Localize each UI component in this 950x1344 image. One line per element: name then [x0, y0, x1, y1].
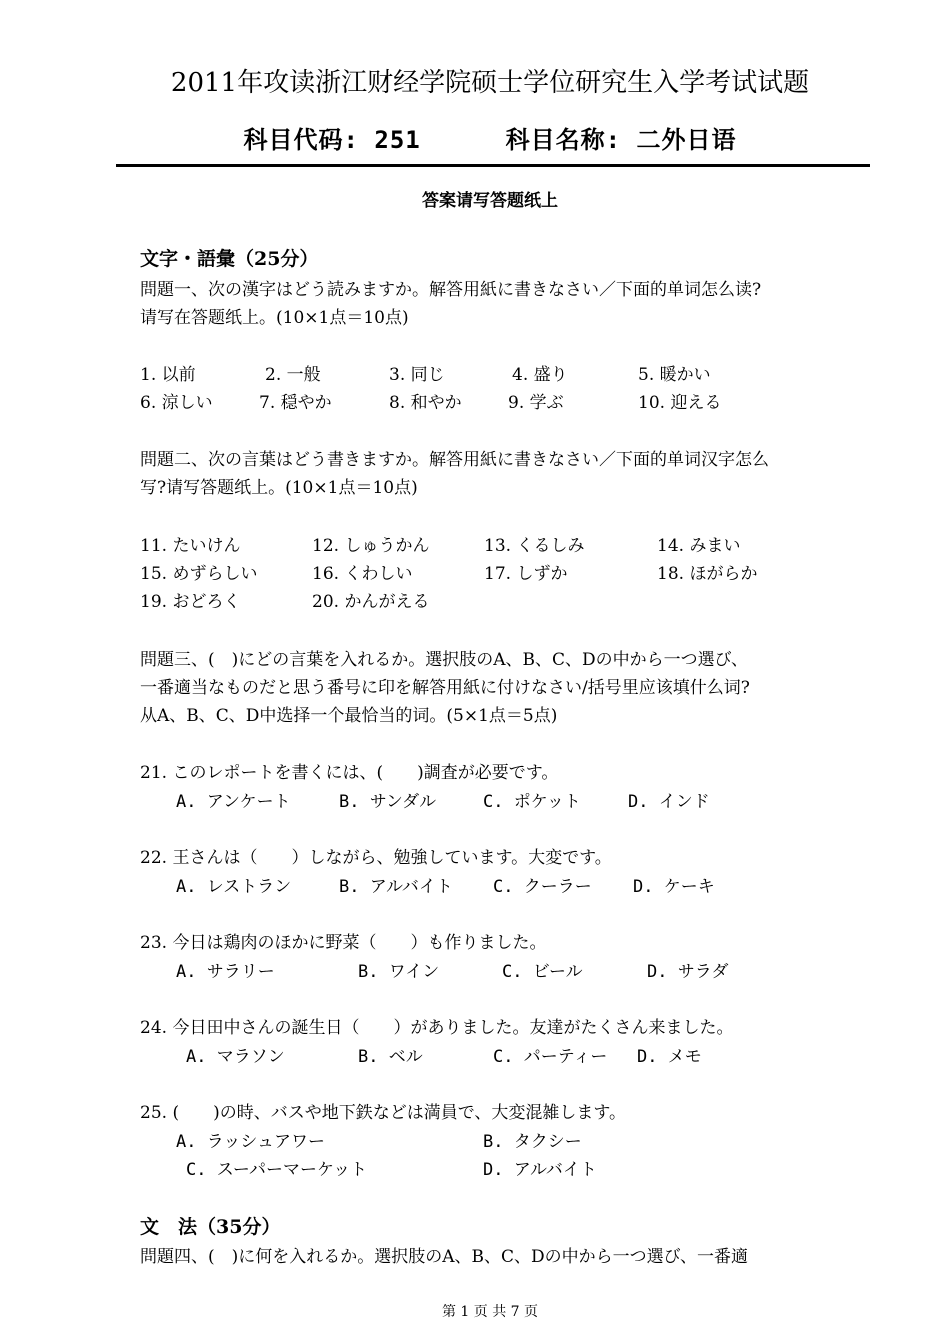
option-d: D. アルバイト	[483, 1160, 597, 1180]
option-c: C. クーラー	[493, 877, 592, 897]
option-c: C. ポケット	[483, 792, 581, 812]
list-item: 10. 迎える	[638, 393, 722, 413]
list-item: 1. 以前	[140, 365, 196, 385]
q1-instruction-line2: 请写在答题纸上。(10×1点＝10点)	[140, 308, 409, 328]
option-d: D. サラダ	[647, 962, 729, 982]
option-d: D. メモ	[637, 1047, 702, 1067]
option-b: B. ベル	[358, 1047, 423, 1067]
list-item: 13. くるしみ	[484, 536, 585, 556]
list-item: 8. 和やか	[389, 393, 462, 413]
section-heading-vocab: 文字・語彙（25分）	[140, 248, 319, 270]
option-d: D. ケーキ	[633, 877, 715, 897]
question-text: 24. 今日田中さんの誕生日（ ）がありました。友達がたくさん来ました。	[140, 1018, 734, 1038]
exam-title: 2011年攻读浙江财经学院硕士学位研究生入学考试试题	[170, 68, 810, 98]
option-a: A. ラッシュアワー	[176, 1132, 326, 1152]
list-item: 5. 暖かい	[638, 365, 711, 385]
list-item: 11. たいけん	[140, 536, 241, 556]
section-heading-grammar: 文 法（35分）	[140, 1216, 281, 1238]
list-item: 4. 盛り	[512, 365, 568, 385]
option-b: B. サンダル	[339, 792, 437, 812]
page-number: 第 1 页 共 7 页	[441, 1304, 539, 1320]
list-item: 7. 穏やか	[259, 393, 332, 413]
option-c: C. スーパーマーケット	[186, 1160, 368, 1180]
option-a: A. レストラン	[176, 877, 292, 897]
question-text: 21. このレポートを書くには、( )調査が必要です。	[140, 763, 559, 783]
question-text: 25. ( )の時、バスや地下鉄などは満員で、大変混雑します。	[140, 1103, 627, 1123]
list-item: 6. 涼しい	[140, 393, 213, 413]
option-a: A. サラリー	[176, 962, 275, 982]
q3-instruction-line3: 从A、B、C、D中选择一个最恰当的词。(5×1点＝5点)	[140, 706, 558, 726]
option-c: C. ビール	[502, 962, 583, 982]
list-item: 15. めずらしい	[140, 564, 258, 584]
option-a: A. アンケート	[176, 792, 291, 812]
list-item: 2. 一般	[265, 365, 321, 385]
list-item: 12. しゅうかん	[312, 536, 430, 556]
q3-instruction-line2: 一番適当なものだと思う番号に印を解答用紙に付けなさい/括号里应该填什么词?	[140, 678, 750, 698]
list-item: 14. みまい	[657, 536, 741, 556]
list-item: 17. しずか	[484, 564, 568, 584]
question-text: 22. 王さんは（ ）しながら、勉強しています。大変です。	[140, 848, 612, 868]
q2-instruction-line2: 写?请写答题纸上。(10×1点＝10点)	[140, 478, 418, 498]
q2-instruction-line1: 問題二、次の言葉はどう書きますか。解答用紙に書きなさい／下面的单词汉字怎么	[140, 450, 769, 470]
q4-instruction-line1: 問題四、( )に何を入れるか。選択肢のA、B、C、Dの中から一つ選び、一番適	[140, 1247, 748, 1267]
option-d: D. インド	[628, 792, 710, 812]
list-item: 3. 同じ	[389, 365, 445, 385]
list-item: 19. おどろく	[140, 592, 241, 612]
answer-note: 答案请写答题纸上	[422, 191, 558, 211]
q1-instruction-line1: 問題一、次の漢字はどう読みますか。解答用紙に書きなさい／下面的单词怎么读?	[140, 280, 762, 300]
subject-name: 科目名称: 二外日语	[505, 126, 737, 154]
option-c: C. パーティー	[493, 1047, 608, 1067]
subject-line	[0, 120, 950, 155]
question-text: 23. 今日は鶏肉のほかに野菜（ ）も作りました。	[140, 933, 547, 953]
q3-instruction-line1: 問題三、( )にどの言葉を入れるか。選択肢のA、B、C、Dの中から一つ選び、	[140, 650, 748, 670]
option-b: B. ワイン	[358, 962, 440, 982]
option-b: B. タクシー	[483, 1132, 582, 1152]
option-b: B. アルバイト	[339, 877, 453, 897]
subject-code: 科目代码: 251	[243, 126, 421, 154]
header-divider	[116, 164, 870, 167]
option-a: A. マラソン	[186, 1047, 285, 1067]
list-item: 18. ほがらか	[657, 564, 758, 584]
list-item: 9. 学ぶ	[508, 393, 564, 413]
list-item: 20. かんがえる	[312, 592, 430, 612]
list-item: 16. くわしい	[312, 564, 413, 584]
